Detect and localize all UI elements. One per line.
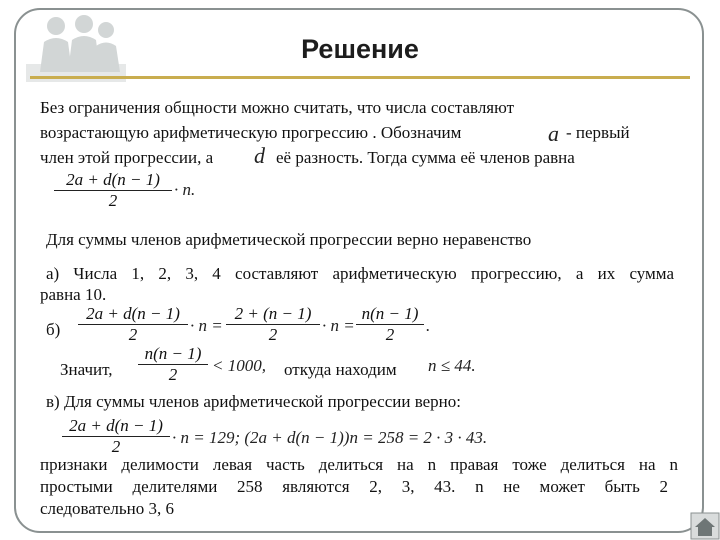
formula-b-3 — [356, 304, 424, 345]
text-line-3b: её разность. Тогда сумма её членов равна — [276, 148, 575, 167]
symbol-a: a — [548, 121, 559, 146]
text-znachit: Значит, — [60, 360, 113, 379]
formula-sum-tail: · n. — [174, 180, 196, 199]
text-inequality-intro: Для суммы членов арифметической прогрессии верно неравенство — [46, 230, 532, 249]
formula-b-1-denominator: 2 — [128, 325, 138, 344]
text-otkuda: откуда находим — [284, 360, 397, 379]
text-p-line-1: признаки делимости левая часть делиться на n правая тоже делиться на n — [40, 455, 678, 474]
formula-sum — [54, 170, 172, 211]
text-b-label: б) — [46, 320, 61, 339]
formula-b-3-numerator: n(n − 1) — [356, 304, 424, 325]
formula-b-end: . — [426, 316, 431, 335]
text-p-line-2: простыми делителями 258 являются 2, 3, 43. n не может быть 2 — [40, 477, 668, 496]
formula-v-denominator: 2 — [111, 437, 121, 456]
formula-b-mid-1: · n = — [190, 316, 223, 335]
symbol-d: d — [254, 143, 265, 168]
text-line-3a: член этой прогрессии, а — [40, 148, 214, 167]
text-line-1: Без ограничения общности можно считать, что числа составляют — [40, 98, 515, 117]
text-a-line-2: равна 10. — [40, 285, 107, 304]
formula-v — [62, 416, 170, 457]
formula-z-denominator: 2 — [168, 365, 178, 384]
formula-z-tail: < 1000, — [212, 356, 266, 375]
text-p-line-3: следовательно 3, 6 — [40, 499, 174, 518]
formula-v-tail: · n = 129; (2a + d(n − 1))n = 258 = 2 · 3 · 43. — [172, 428, 488, 447]
text-v-line: в) Для суммы членов арифметической прогрессии верно: — [46, 392, 461, 411]
formula-b-3-denominator: 2 — [385, 325, 395, 344]
formula-b-1 — [78, 304, 188, 345]
formula-b-2-numerator: 2 + (n − 1) — [226, 304, 320, 325]
formula-b-2-denominator: 2 — [268, 325, 278, 344]
text-a-line-1: а) Числа 1, 2, 3, 4 составляют арифметическую прогрессию, а их сумма — [46, 264, 674, 283]
home-nav-icon[interactable] — [690, 512, 720, 540]
formula-b-mid-2: · n = — [322, 316, 355, 335]
formula-z-numerator: n(n − 1) — [138, 344, 208, 365]
text-line-2a: возрастающую арифметическую прогрессию . Обозначим — [40, 123, 462, 142]
title-underline — [30, 76, 690, 79]
slide-title: Решение — [301, 34, 419, 64]
formula-sum-denominator: 2 — [108, 191, 118, 210]
formula-b-2 — [226, 304, 320, 345]
formula-n-bound: n ≤ 44. — [428, 356, 476, 375]
formula-sum-numerator: 2a + d(n − 1) — [54, 170, 172, 191]
formula-b-1-numerator: 2a + d(n − 1) — [78, 304, 188, 325]
formula-v-numerator: 2a + d(n − 1) — [62, 416, 170, 437]
formula-z — [138, 344, 208, 385]
text-line-2b: - первый — [566, 123, 630, 142]
